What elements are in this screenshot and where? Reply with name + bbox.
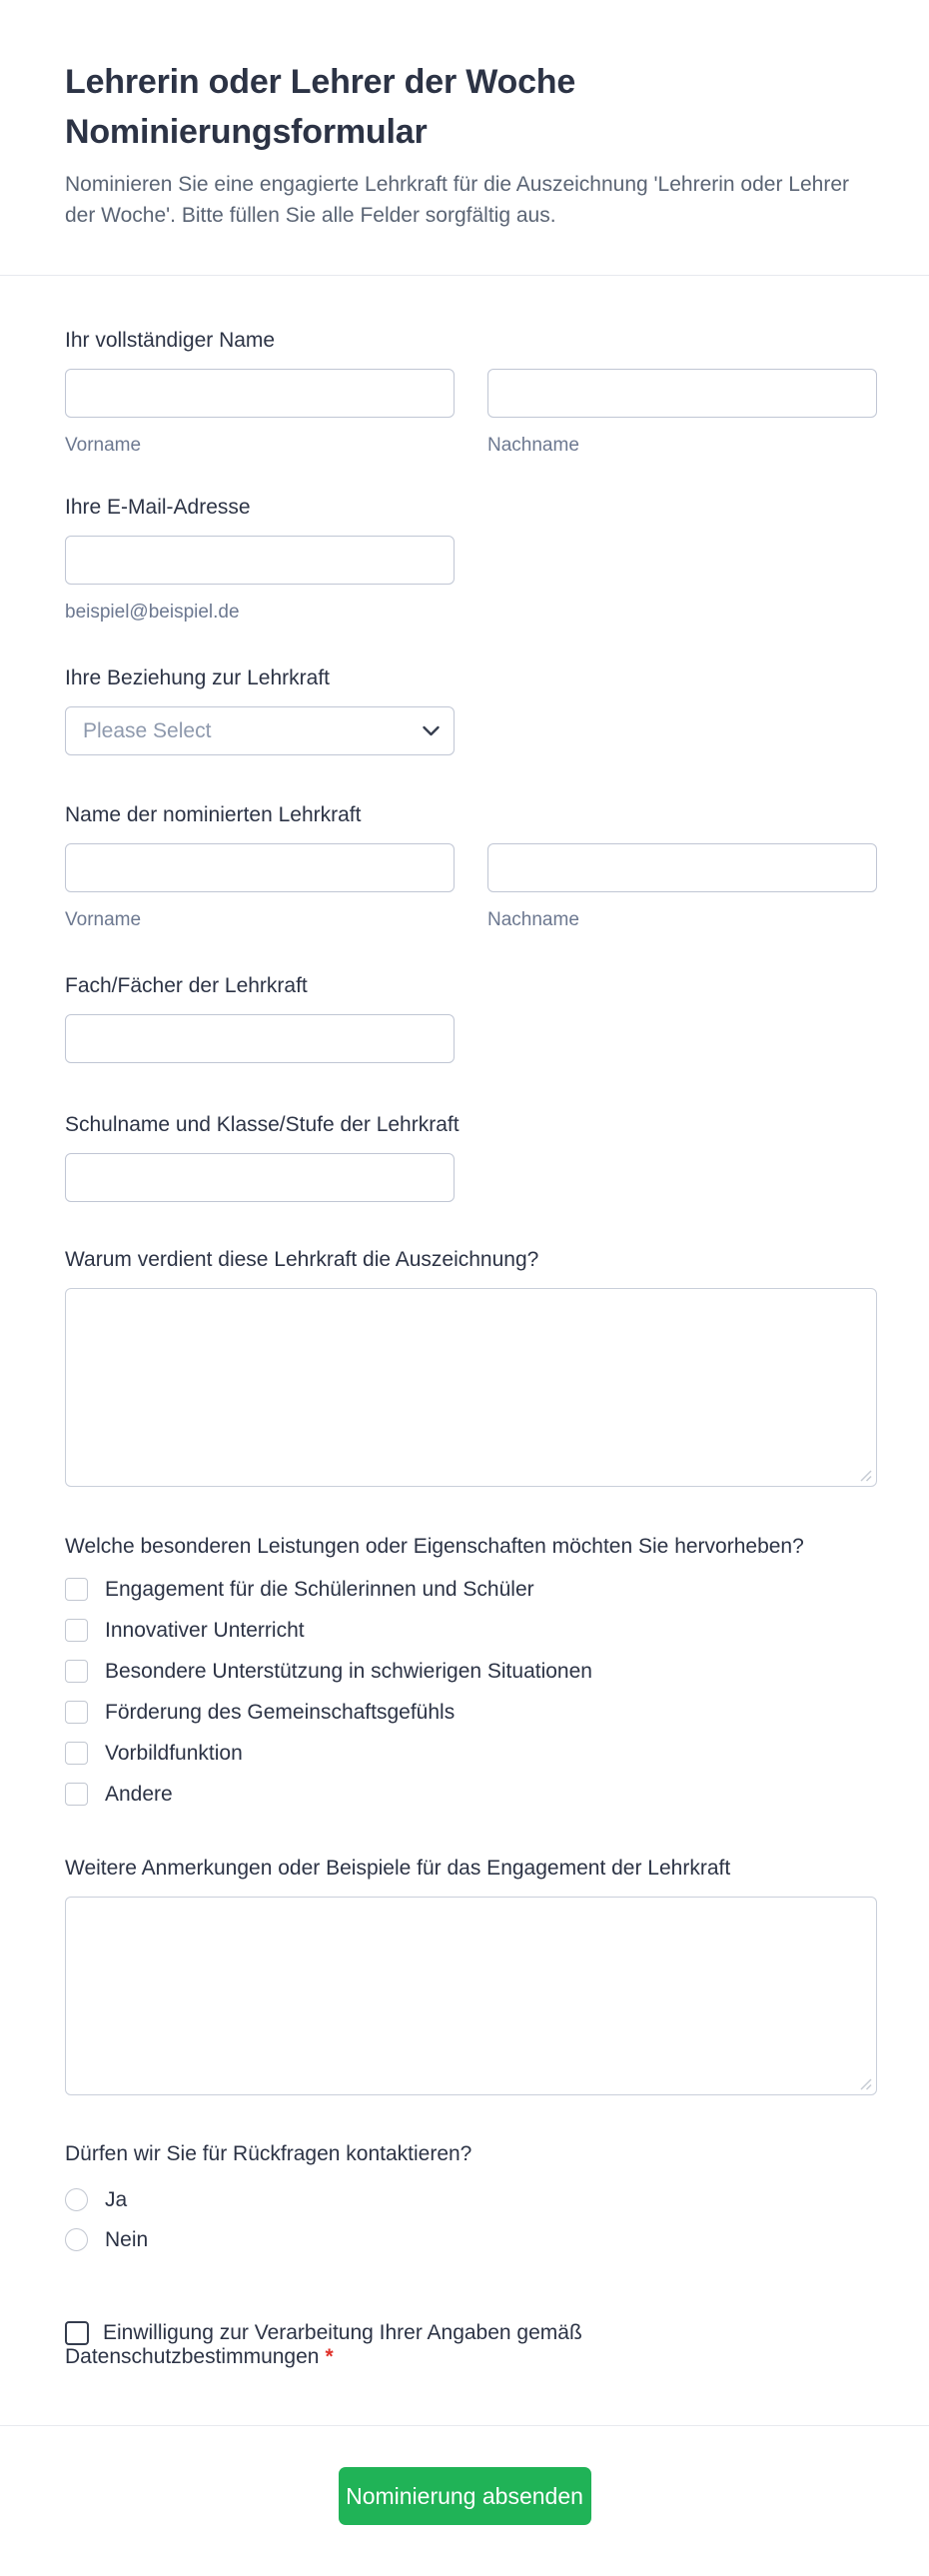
checkbox-label: Förderung des Gemeinschaftsgefühls (105, 1701, 456, 1724)
checkbox-icon[interactable] (65, 1783, 88, 1806)
consent-label: Einwilligung zur Verarbeitung Ihrer Angaben gemäß Datenschutzbestimmungen (65, 2321, 582, 2368)
checkbox-icon[interactable] (65, 1660, 88, 1683)
checkbox-option-unterstuetzung[interactable] (65, 1659, 877, 1684)
checkbox-label: Innovativer Unterricht (105, 1619, 305, 1642)
full-name-last-input[interactable] (487, 369, 877, 418)
page-title-line-1: Lehrerin oder Lehrer der Woche (65, 63, 576, 101)
contact-permission-label: Dürfen wir Sie für Rückfragen kontaktieren? (65, 2142, 472, 2165)
radio-label: Ja (105, 2188, 128, 2211)
nominee-last-col (487, 843, 877, 931)
checkbox-option-engagement[interactable] (65, 1577, 877, 1602)
form-header (0, 0, 929, 276)
reason-textarea[interactable] (65, 1288, 877, 1487)
reason-label: Warum verdient diese Lehrkraft die Auszeichnung? (65, 1248, 539, 1271)
full-name-last-sublabel: Nachname (487, 435, 579, 456)
checkbox-label: Besondere Unterstützung in schwierigen Situationen (105, 1660, 592, 1683)
checkbox-label: Vorbildfunktion (105, 1742, 243, 1765)
checkbox-option-andere[interactable] (65, 1782, 877, 1807)
checkbox-option-gemeinschaft[interactable] (65, 1700, 877, 1725)
question-email (65, 495, 877, 624)
checkbox-icon[interactable] (65, 1578, 88, 1601)
question-full-name (65, 328, 877, 457)
question-relationship (65, 665, 877, 755)
submit-button[interactable]: Nominierung absenden (339, 2467, 591, 2525)
qualities-checkbox-list (65, 1577, 877, 1807)
checkbox-icon[interactable] (65, 1619, 88, 1642)
question-reason (65, 1247, 877, 1487)
nominee-name-label: Name der nominierten Lehrkraft (65, 803, 362, 826)
nominee-first-sublabel: Vorname (65, 909, 142, 930)
nominee-first-col (65, 843, 455, 931)
radio-icon[interactable] (65, 2188, 88, 2211)
nominee-last-input[interactable] (487, 843, 877, 892)
page-title-line-2: Nominierungsformular (65, 113, 428, 151)
email-sublabel: beispiel@beispiel.de (65, 602, 240, 623)
form-footer (0, 2426, 929, 2576)
remarks-textarea[interactable] (65, 1897, 877, 2095)
checkbox-icon[interactable] (65, 1701, 88, 1724)
full-name-first-sublabel: Vorname (65, 435, 142, 456)
radio-label: Nein (105, 2228, 149, 2251)
question-nominee-name (65, 802, 877, 931)
form-body (0, 276, 929, 2426)
subjects-label: Fach/Fächer der Lehrkraft (65, 974, 308, 997)
checkbox-option-vorbild[interactable] (65, 1741, 877, 1766)
checkbox-icon[interactable] (65, 1742, 88, 1765)
checkbox-label: Engagement für die Schülerinnen und Schüler (105, 1578, 534, 1601)
remarks-label: Weitere Anmerkungen oder Beispiele für das Engagement der Lehrkraft (65, 1857, 731, 1880)
form-subtitle: Nominieren Sie eine engagierte Lehrkraft für die Auszeichnung 'Lehrerin oder Lehrer der Woche'. Bitte füllen Sie alle Felder sorgfältig aus. (65, 173, 849, 227)
relationship-label: Ihre Beziehung zur Lehrkraft (65, 666, 330, 689)
question-contact-permission (65, 2141, 877, 2252)
full-name-last-col (487, 369, 877, 457)
relationship-select[interactable] (65, 706, 455, 755)
radio-option-ja[interactable] (65, 2187, 877, 2212)
school-input[interactable] (65, 1153, 455, 1202)
checkbox-label: Andere (105, 1783, 173, 1806)
subjects-input[interactable] (65, 1014, 455, 1063)
checkbox-option-innovativ[interactable] (65, 1618, 877, 1643)
page-title (65, 57, 877, 157)
resize-handle-icon[interactable] (860, 2078, 872, 2090)
resize-handle-icon[interactable] (860, 1470, 872, 1482)
question-subjects (65, 973, 877, 1063)
email-input[interactable] (65, 536, 455, 585)
qualities-label: Welche besonderen Leistungen oder Eigenschaften möchten Sie hervorheben? (65, 1535, 804, 1558)
nominee-last-sublabel: Nachname (487, 909, 579, 930)
question-remarks (65, 1856, 877, 2095)
consent-row[interactable] (65, 2321, 614, 2369)
question-qualities (65, 1534, 877, 1807)
contact-permission-radio-list (65, 2187, 877, 2252)
full-name-first-input[interactable] (65, 369, 455, 418)
email-label: Ihre E-Mail-Adresse (65, 496, 251, 519)
nominee-first-input[interactable] (65, 843, 455, 892)
full-name-label: Ihr vollständiger Name (65, 329, 276, 352)
radio-option-nein[interactable] (65, 2227, 877, 2252)
full-name-first-col (65, 369, 455, 457)
required-asterisk: * (325, 2345, 334, 2368)
radio-icon[interactable] (65, 2228, 88, 2251)
question-school (65, 1112, 877, 1202)
school-label: Schulname und Klasse/Stufe der Lehrkraft (65, 1113, 460, 1136)
consent-checkbox[interactable] (65, 2321, 89, 2345)
